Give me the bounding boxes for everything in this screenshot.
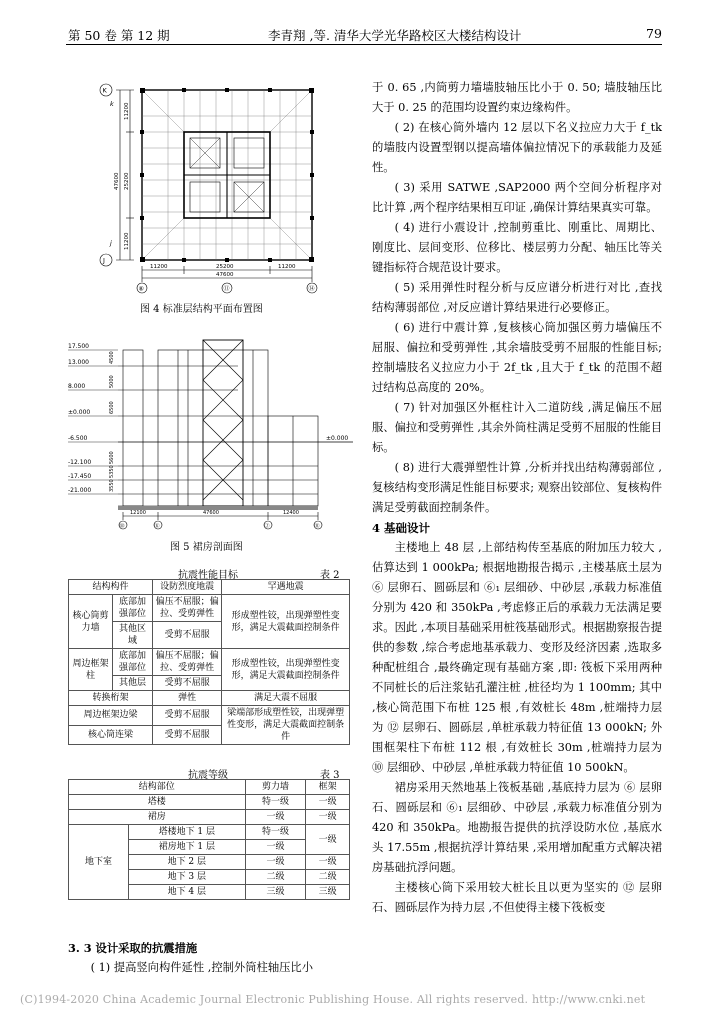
table-header-cell: 剪力墙 (245, 780, 306, 795)
axis-8-label: ⑧ (138, 285, 144, 293)
axis-top-label: K (102, 86, 107, 95)
axis-11-label: ⑪ (223, 285, 230, 293)
section-heading-4: 4 基础设计 (372, 521, 431, 535)
paragraph: 主楼核心筒下采用较大桩长且以更为坚实的 ⑫ 层卵石、圆砾层作为持力层 ,不但使得主楼下筏板变 (372, 881, 662, 914)
dim-v-3: 6500 (109, 401, 115, 414)
table-3-title: 抗震等级 (188, 770, 228, 781)
elev-6: -12.100 (68, 459, 92, 466)
elev-right: ±0.000 (326, 435, 349, 442)
paragraph: 主楼地上 48 层 ,上部结构传至基底的附加压力较大 ,估算达到 1 000kPa; 根据地勘报告揭示 ,主楼基底土层为 ⑥ 层卵石、圆砾层和 ⑥₁ 层细砂、中砂层 ,承载力标准值分别为 420 和 350kPa ,考虑修正后的承载力无法满足要求。因此 ,本项目基础采用桩筏基础形式。根据勘察报告提供的参数 ,综合考虑地基承载力、变形及经济因素 ,选取多种配桩组合 ,最终确定现有基础方案 ,即: 筏板下采用两种不同桩长的后注浆钻孔灌注桩 ,桩径均为 1 100mm; 其中 ,核心筒范围下布桩 125 根 ,有效桩长 48m ,桩端持力层为 ⑫ 层卵石、圆砾层 ,单桩承载力特征值 13 000kN; 外围框架柱下布桩 112 根 ,有效桩长 30m ,桩端持力层为 ⑩ 层细砂、中砂层 ,单桩承载力特征值 10 500kN。 (372, 541, 662, 774)
elev-4: ±0.000 (68, 409, 91, 416)
table-header-cell: 结构构件 (69, 580, 153, 595)
elev-1: 17.500 (68, 343, 89, 350)
table-cell: 裙房地下 1 层 (129, 840, 246, 855)
table-cell: 一级 (306, 810, 350, 825)
axis-k-label: k (110, 100, 114, 108)
table-cell: 底部加强部位 (113, 649, 153, 676)
table-cell: 特一级 (245, 795, 306, 810)
axis-14-label: ⑭ (308, 285, 315, 293)
axis-m: Ⓜ (119, 523, 125, 530)
table-cell: 底部加强部位 (113, 595, 153, 622)
table-cell: 核心筒连梁 (69, 725, 153, 745)
table-cell: 满足大震不屈服 (222, 691, 350, 706)
elev-2: 13.000 (68, 359, 89, 366)
table-header-cell: 框架 (306, 780, 350, 795)
journal-volume: 第 50 卷 第 12 期 (68, 28, 170, 43)
header-rule (66, 44, 662, 45)
dim-v-2: 5000 (109, 375, 115, 388)
table-cell: 形成塑性铰，出现弹塑性变形，满足大震截面控制条件 (222, 595, 350, 649)
axis-j: Ⓙ (264, 523, 270, 530)
dim-bottom-total: 47600 (216, 272, 234, 278)
table-cell: 二级 (306, 870, 350, 885)
dim-v-4: 5600 (109, 451, 115, 464)
dim-bottom-3: 11200 (278, 264, 296, 270)
table-cell: 一级 (306, 825, 350, 855)
table-row (69, 825, 350, 840)
table-2-number: 表 2 (320, 570, 340, 581)
figure-5-section (68, 330, 358, 530)
axis-h: Ⓗ (314, 523, 320, 530)
axis-j-label: j (110, 239, 112, 247)
table-cell: 弹性 (153, 691, 222, 706)
elev-8: -21.000 (68, 487, 92, 494)
table-cell: 受剪不屈服 (153, 676, 222, 691)
table-cell: 周边框架边梁 (69, 706, 153, 726)
table-cell: 一级 (306, 795, 350, 810)
page-number: 79 (646, 26, 662, 41)
dim-v-1: 4500 (109, 351, 115, 364)
figure-4-caption: 图 4 标准层结构平面布置图 (140, 304, 263, 315)
paragraph: ( 8) 进行大震弹塑性计算 ,分析并找出结构薄弱部位 ,复核结构变形满足性能目标要求; 观察出铰部位、复核构件满足受剪截面控制条件。 (372, 461, 662, 514)
table-2-title: 抗震性能目标 (178, 570, 238, 581)
table-cell: 裙房 (69, 810, 246, 825)
table-cell: 地下 4 层 (129, 885, 246, 900)
elev-7: -17.450 (68, 473, 92, 480)
table-cell: 偏压不屈服；偏拉、受剪弹性 (153, 649, 222, 676)
table-cell: 二级 (245, 870, 306, 885)
table-cell: 受剪不屈服 (153, 725, 222, 745)
table-cell: 一级 (245, 840, 306, 855)
table-cell: 地下 2 层 (129, 855, 246, 870)
paragraph: ( 7) 针对加强区外框柱计入二道防线 ,满足偏压不屈服、偏拉和受剪弹性 ,其余外筒柱满足受剪不屈服的性能目标。 (372, 401, 662, 454)
table-row (69, 706, 350, 726)
dim-bottom-1: 11200 (150, 264, 168, 270)
left-column-text (68, 938, 348, 978)
table-cell: 偏压不屈服；偏拉、受剪弹性 (153, 595, 222, 622)
table-cell: 其他层 (113, 676, 153, 691)
paragraph: ( 4) 进行小震设计 ,控制剪重比、刚重比、周期比、刚度比、层间变形、位移比、楼层剪力分配、轴压比等关键指标符合规范设计要求。 (372, 221, 662, 274)
table-header-cell: 罕遇地震 (222, 580, 350, 595)
paragraph: ( 3) 采用 SATWE ,SAP2000 两个空间分析程序对比计算 ,两个程序结果相互印证 ,确保计算结果真实可靠。 (372, 181, 662, 214)
figure-4-floor-plan (90, 80, 335, 295)
table-cell: 受剪不屈服 (153, 706, 222, 726)
paragraph: 于 0. 65 ,内筒剪力墙墙肢轴压比小于 0. 50; 墙肢轴压比大于 0. 25 的范围均设置约束边缘构件。 (372, 81, 662, 114)
table-3-number: 表 3 (320, 770, 340, 781)
dim-h-1: 12100 (130, 510, 146, 516)
table-3 (68, 779, 350, 900)
table-cell: 三级 (306, 885, 350, 900)
table-row (69, 595, 350, 622)
running-title: 李青翔 ,等. 清华大学光华路校区大楼结构设计 (268, 28, 522, 43)
table-cell: 核心筒剪力墙 (69, 595, 113, 649)
table-cell: 其他区域 (113, 622, 153, 649)
dim-left-total: 47600 (114, 172, 120, 190)
table-cell: 梁端部形成塑性铰，出现弹塑性变形，满足大震截面控制条件 (222, 706, 350, 745)
paragraph: 裙房采用天然地基上筏板基础 ,基底持力层为 ⑥ 层卵石、圆砾层和 ⑥₁ 层细砂、中砂层 ,承载力标准值分别为 420 和 350kPa。地勘报告提供的抗浮设防水位 ,基底水头 17.55m ,根据抗浮计算结果 ,采用增加配重方式解决裙房基础抗浮问题。 (372, 781, 662, 874)
table-row (69, 691, 350, 706)
table-cell: 特一级 (245, 825, 306, 840)
paragraph: ( 6) 进行中震计算 ,复核核心筒加强区剪力墙偏压不屈服、偏拉和受剪弹性 ,其余墙肢受剪不屈服的性能目标; 控制墙肢名义拉应力小于 2f_tk ,且大于 f_tk 的范围不超过结构总高度的 20%。 (372, 321, 662, 394)
table-row (69, 580, 350, 595)
table-cell: 地下室 (69, 825, 129, 900)
table-row (69, 810, 350, 825)
table-cell: 一级 (245, 810, 306, 825)
table-cell: 地下 3 层 (129, 870, 246, 885)
table-cell: 塔楼 (69, 795, 246, 810)
table-cell: 形成塑性铰，出现弹塑性变形，满足大震截面控制条件 (222, 649, 350, 691)
paragraph: ( 5) 采用弹性时程分析与反应谱分析进行对比 ,查找结构薄弱部位 ,对反应谱计算结果进行必要修正。 (372, 281, 662, 314)
axis-bottom-label: J (103, 256, 105, 265)
table-2 (68, 579, 350, 745)
paragraph: ( 1) 提高竖向构件延性 ,控制外筒柱轴压比小 (90, 961, 314, 974)
copyright-footer: (C)1994-2020 China Academic Journal Electronic Publishing House. All rights reserved. http://www.cnki.net (20, 993, 646, 1006)
dim-h-3: 12400 (283, 510, 299, 516)
axis-k: Ⓚ (154, 523, 160, 530)
dim-bottom-2: 25200 (216, 264, 234, 270)
table-cell: 一级 (306, 855, 350, 870)
right-column-text (372, 78, 662, 918)
dim-v-5: 5350 (109, 465, 115, 478)
table-cell: 一级 (245, 855, 306, 870)
table-cell: 三级 (245, 885, 306, 900)
table-row (69, 780, 350, 795)
paragraph: ( 2) 在核心筒外墙内 12 层以下名义拉应力大于 f_tk 的墙肢内设置型钢以提高墙体偏拉情况下的承载能力及延性。 (372, 121, 662, 174)
section-heading-3-3: 3. 3 设计采取的抗震措施 (68, 941, 198, 955)
table-row (69, 795, 350, 810)
elev-3: 8.000 (68, 383, 86, 390)
table-header-cell: 结构部位 (69, 780, 246, 795)
table-cell: 周边框架柱 (69, 649, 113, 691)
dim-left-2: 25200 (124, 172, 130, 190)
dim-h-2: 47600 (203, 510, 219, 516)
dim-left-3: 11200 (124, 232, 130, 250)
elev-5: -6.500 (68, 435, 88, 442)
table-header-cell: 设防烈度地震 (153, 580, 222, 595)
dim-left-1: 11200 (124, 102, 130, 120)
table-cell: 转换桁架 (69, 691, 153, 706)
figure-5-caption: 图 5 裙房剖面图 (170, 542, 243, 553)
dim-v-6: 3550 (109, 479, 115, 492)
table-cell: 受剪不屈服 (153, 622, 222, 649)
table-row (69, 649, 350, 676)
table-cell: 塔楼地下 1 层 (129, 825, 246, 840)
